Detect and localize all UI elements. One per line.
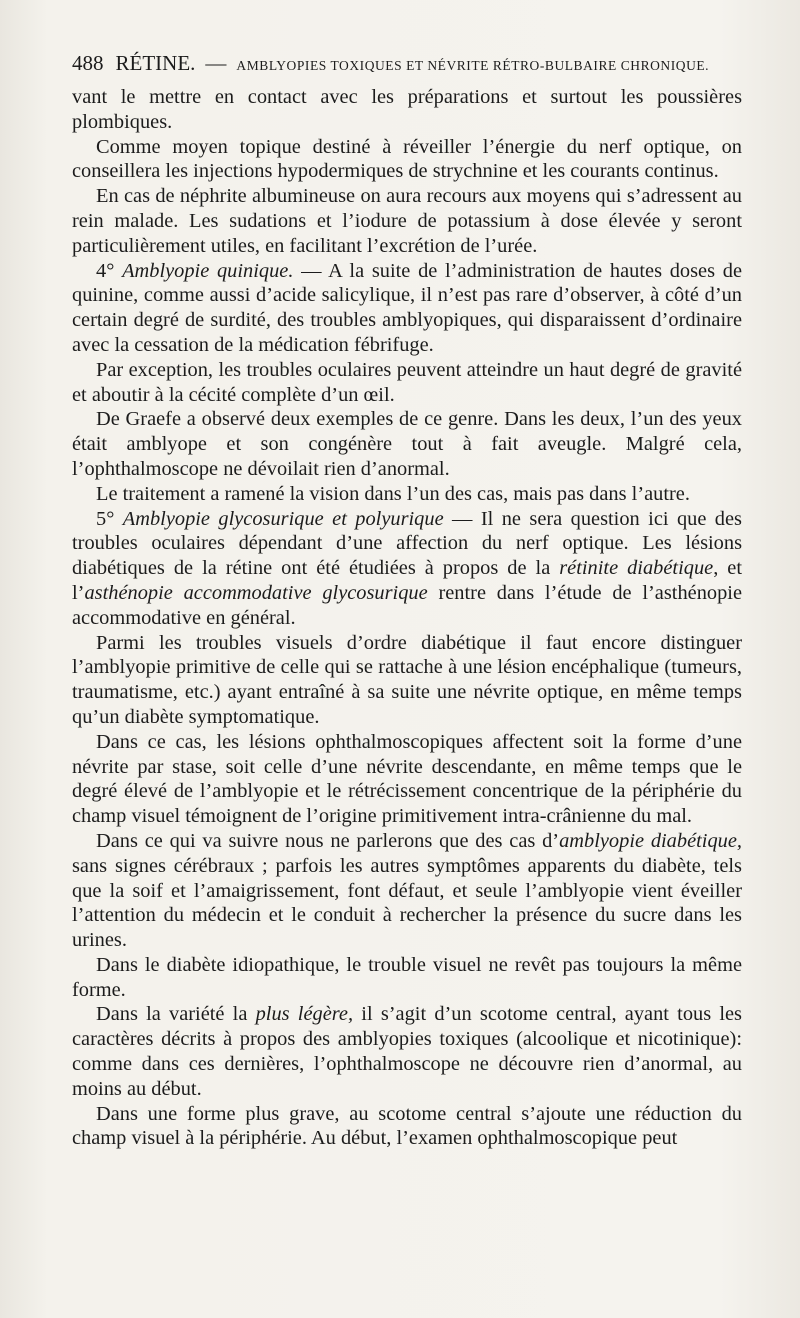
running-title: AMBLYOPIES TOXIQUES ET NÉVRITE RÉTRO-BULBAIRE CHRONIQUE. <box>236 58 710 73</box>
paragraph: Dans ce cas, les lésions ophthalmoscopiques affectent soit la forme d’une névrite par stase, soit celle d’une névrite descendante, en même temps que le degré élevé de l’amblyopie et le rétrécissement concentrique de la périphérie du champ visuel témoignent de l’origine primitivement intra-crânienne du mal. <box>72 730 742 828</box>
paragraph: Dans une forme plus grave, au scotome central s’ajoute une réduction du champ visuel à la périphérie. Au début, l’examen ophthalmoscopique peut <box>72 1102 742 1150</box>
italic-term: rétinite diabétique <box>559 557 714 580</box>
page-number: 488 <box>72 51 104 75</box>
running-header <box>72 48 742 81</box>
section-title: RÉTINE. <box>115 51 196 75</box>
paragraph: 4° Amblyopie quinique. — A la suite de l’administration de hautes doses de quinine, comme aussi d’acide salicylique, il n’est pas rare d’observer, à côté d’un certain degré de surdité, des troubles amblyopiques, qui disparaissent d’ordinaire avec la cessation de la médication fébrifuge. <box>72 259 742 356</box>
paragraph: Par exception, les troubles oculaires peuvent atteindre un haut degré de gravité et aboutir à la cécité complète d’un œil. <box>72 358 742 406</box>
paragraph: Parmi les troubles visuels d’ordre diabétique il faut encore distinguer l’amblyopie primitive de celle qui se rattache à une lésion encéphalique (tumeurs, traumatisme, etc.) ayant entraîné à sa suite une névrite optique, en même temps qu’un diabète symptomatique. <box>72 631 742 728</box>
paragraph: vant le mettre en contact avec les préparations et surtout les poussières plombiques. <box>72 86 742 133</box>
header-dash: — <box>205 51 227 75</box>
section-heading-italic: Amblyopie quinique. <box>122 259 294 282</box>
paragraph: Le traitement a ramené la vision dans l’un des cas, mais pas dans l’autre. <box>96 482 690 505</box>
paragraph: En cas de néphrite albumineuse on aura recours aux moyens qui s’adressent au rein malade. Les sudations et l’iodure de potassium à dose élevée y seront particulièrement utiles, en facilitant l’excrétion de l’urée. <box>72 185 742 257</box>
paragraph: Dans le diabète idiopathique, le trouble visuel ne revêt pas toujours la même forme. <box>72 953 742 1001</box>
body-text <box>72 85 742 1151</box>
paragraph: 5° Amblyopie glycosurique et polyurique — Il ne sera question ici que des troubles oculaires dépendant d’une affection du nerf optique. Les lésions diabétiques de la rétine ont été étudiées à propos de la rétinite diabétique, et l’asthénopie accommodative glycosurique rentre dans l’étude de l’asthénopie accommodative en général. <box>72 507 743 629</box>
paragraph: De Graefe a observé deux exemples de ce genre. Dans les deux, l’un des yeux était amblyope et son congénère tout à fait aveugle. Malgré cela, l’ophthalmoscope ne dévoilait rien d’anormal. <box>72 408 742 480</box>
paragraph: Dans la variété la plus légère, il s’agit d’un scotome central, ayant tous les caractères décrits à propos des amblyopies toxiques (alcoolique et nicotinique): comme dans ces dernières, l’ophthalmoscope ne découvre rien d’anormal, au moins au début. <box>72 1003 742 1100</box>
section-heading-italic: Amblyopie glycosurique et polyurique <box>122 507 444 530</box>
italic-term: plus légère, <box>255 1003 354 1026</box>
italic-term: amblyopie diabétique, <box>559 829 742 852</box>
paragraph: Dans ce qui va suivre nous ne parlerons que des cas d’amblyopie diabétique, sans signes cérébraux ; parfois les autres symptômes apparents du diabète, tels que la soif et l’amaigrissement, font défaut, et seule l’amblyopie vient éveiller l’attention du médecin et le conduit à rechercher la présence du sucre dans les urines. <box>72 829 742 952</box>
italic-term: asthénopie accommodative glycosurique <box>84 581 428 604</box>
paragraph: Comme moyen topique destiné à réveiller l’énergie du nerf optique, on conseillera les injections hypodermiques de strychnine et les courants continus. <box>72 135 742 183</box>
